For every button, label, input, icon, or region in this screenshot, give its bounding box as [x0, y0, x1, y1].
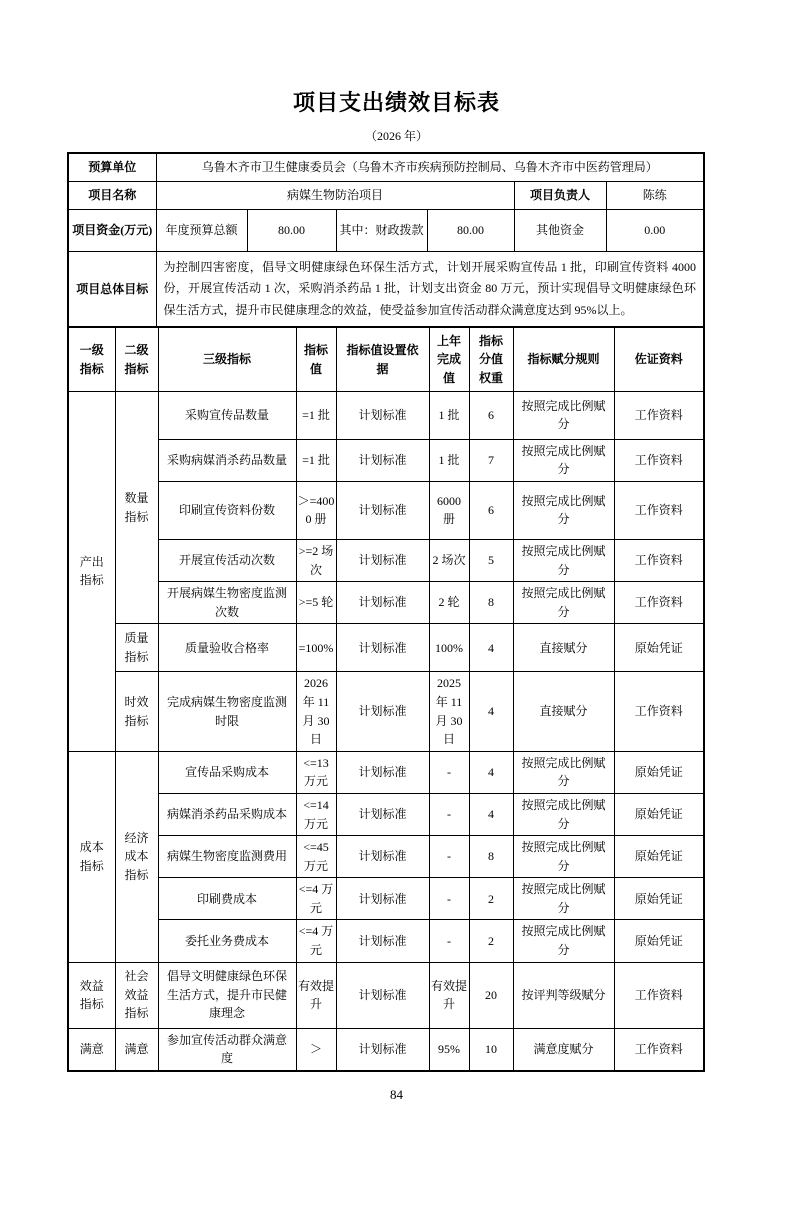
weight-cell: 8 — [469, 836, 513, 878]
weight-cell: 4 — [469, 672, 513, 751]
prev-value-cell: 1 批 — [429, 391, 469, 439]
indicator-name-cell: 采购病媒消杀药品数量 — [158, 439, 296, 481]
basis-cell: 计划标准 — [336, 539, 429, 581]
budget-unit-row — [68, 153, 704, 181]
target-cell: <=45 万元 — [296, 836, 336, 878]
indicator-name-cell: 印刷宣传资料份数 — [158, 481, 296, 539]
project-name-value: 病媒生物防治项目 — [156, 181, 514, 209]
weight-cell: 6 — [469, 391, 513, 439]
basis-cell: 计划标准 — [336, 582, 429, 624]
annual-budget-value: 80.00 — [247, 209, 336, 251]
target-cell: =1 批 — [296, 391, 336, 439]
overall-goal-value: 为控制四害密度，倡导文明健康绿色环保生活方式，计划开展采购宣传品 1 批，印刷宣传资料 4000 份，开展宣传活动 1 次，采购消杀药品 1 批，计划支出资金 80 万元，预计实现倡导文明健康绿色环保生活方式，提升市民健康理念的效益，使受益参加宣传活动群众满意度达到 95%以上。 — [156, 251, 704, 327]
target-cell: <=14 万元 — [296, 793, 336, 835]
table-row — [68, 624, 704, 672]
prev-value-cell: 100% — [429, 624, 469, 672]
indicator-name-cell: 倡导文明健康绿色环保生活方式，提升市民健康理念 — [158, 962, 296, 1028]
weight-cell: 8 — [469, 582, 513, 624]
annual-budget-label: 年度预算总额 — [156, 209, 247, 251]
target-cell: ＞ — [296, 1028, 336, 1071]
table-row — [68, 1028, 704, 1071]
prev-value-cell: 1 批 — [429, 439, 469, 481]
table-row — [68, 439, 704, 481]
rule-cell: 按照完成比例赋分 — [513, 439, 614, 481]
rule-cell: 按照完成比例赋分 — [513, 481, 614, 539]
target-cell: ＞=4000 册 — [296, 481, 336, 539]
table-row — [68, 481, 704, 539]
evidence-cell: 工作资料 — [614, 962, 704, 1028]
project-leader-value: 陈练 — [606, 181, 704, 209]
weight-cell: 4 — [469, 624, 513, 672]
indicator-table — [67, 326, 705, 1072]
l1-cell-satisfaction: 满意 — [68, 1028, 115, 1071]
basis-cell: 计划标准 — [336, 481, 429, 539]
table-row — [68, 582, 704, 624]
evidence-cell: 原始凭证 — [614, 751, 704, 793]
evidence-cell: 工作资料 — [614, 1028, 704, 1071]
table-row — [68, 920, 704, 962]
target-cell: <=13 万元 — [296, 751, 336, 793]
l2-cell-quality: 质量指标 — [115, 624, 158, 672]
header-weight: 指标分值权重 — [469, 327, 513, 391]
evidence-cell: 工作资料 — [614, 481, 704, 539]
target-cell: =1 批 — [296, 439, 336, 481]
l1-cell-benefit: 效益指标 — [68, 962, 115, 1028]
rule-cell: 按照完成比例赋分 — [513, 920, 614, 962]
prev-value-cell: 2 轮 — [429, 582, 469, 624]
header-level2: 二级指标 — [115, 327, 158, 391]
evidence-cell: 工作资料 — [614, 582, 704, 624]
header-target: 指标值 — [296, 327, 336, 391]
target-cell: 2026 年 11 月 30 日 — [296, 672, 336, 751]
rule-cell: 按照完成比例赋分 — [513, 836, 614, 878]
weight-cell: 2 — [469, 878, 513, 920]
table-row — [68, 539, 704, 581]
weight-cell: 5 — [469, 539, 513, 581]
l1-cell-output: 产出指标 — [68, 391, 115, 751]
project-info-table — [67, 152, 705, 328]
l2-cell-timeliness: 时效指标 — [115, 672, 158, 751]
document-page — [0, 86, 793, 1103]
project-name-label: 项目名称 — [68, 181, 156, 209]
l2-cell-social-benefit: 社会效益指标 — [115, 962, 158, 1028]
budget-unit-value: 乌鲁木齐市卫生健康委员会（乌鲁木齐市疾病预防控制局、乌鲁木齐市中医药管理局） — [156, 153, 704, 181]
fiscal-allocation-label: 其中：财政拨款 — [336, 209, 427, 251]
prev-value-cell: - — [429, 920, 469, 962]
basis-cell: 计划标准 — [336, 793, 429, 835]
target-cell: >=5 轮 — [296, 582, 336, 624]
evidence-cell: 原始凭证 — [614, 878, 704, 920]
table-row — [68, 836, 704, 878]
header-evidence: 佐证资料 — [614, 327, 704, 391]
rule-cell: 按照完成比例赋分 — [513, 878, 614, 920]
evidence-cell: 工作资料 — [614, 539, 704, 581]
weight-cell: 10 — [469, 1028, 513, 1071]
target-cell: 有效提升 — [296, 962, 336, 1028]
budget-unit-label: 预算单位 — [68, 153, 156, 181]
table-row — [68, 878, 704, 920]
basis-cell: 计划标准 — [336, 836, 429, 878]
evidence-cell: 工作资料 — [614, 672, 704, 751]
fiscal-allocation-value: 80.00 — [427, 209, 514, 251]
overall-goal-row — [68, 251, 704, 327]
indicator-name-cell: 宣传品采购成本 — [158, 751, 296, 793]
l2-cell-satisfaction: 满意 — [115, 1028, 158, 1071]
indicator-name-cell: 病媒消杀药品采购成本 — [158, 793, 296, 835]
project-name-row — [68, 181, 704, 209]
page-number: 84 — [390, 1086, 403, 1102]
indicator-name-cell: 病媒生物密度监测费用 — [158, 836, 296, 878]
evidence-cell: 原始凭证 — [614, 793, 704, 835]
rule-cell: 按照完成比例赋分 — [513, 793, 614, 835]
basis-cell: 计划标准 — [336, 920, 429, 962]
basis-cell: 计划标准 — [336, 391, 429, 439]
project-leader-label: 项目负责人 — [514, 181, 606, 209]
indicator-header-row — [68, 327, 704, 391]
weight-cell: 2 — [469, 920, 513, 962]
l1-cell-cost: 成本指标 — [68, 751, 115, 962]
basis-cell: 计划标准 — [336, 624, 429, 672]
indicator-name-cell: 委托业务费成本 — [158, 920, 296, 962]
weight-cell: 6 — [469, 481, 513, 539]
indicator-name-cell: 参加宣传活动群众满意度 — [158, 1028, 296, 1071]
header-rule: 指标赋分规则 — [513, 327, 614, 391]
page-title: 项目支出绩效目标表 — [292, 90, 500, 115]
prev-value-cell: - — [429, 751, 469, 793]
evidence-cell: 工作资料 — [614, 391, 704, 439]
prev-value-cell: - — [429, 793, 469, 835]
evidence-cell: 工作资料 — [614, 439, 704, 481]
basis-cell: 计划标准 — [336, 751, 429, 793]
table-row — [68, 751, 704, 793]
table-row — [68, 793, 704, 835]
rule-cell: 按照完成比例赋分 — [513, 391, 614, 439]
indicator-name-cell: 开展宣传活动次数 — [158, 539, 296, 581]
target-cell: <=4 万元 — [296, 878, 336, 920]
weight-cell: 7 — [469, 439, 513, 481]
weight-cell: 20 — [469, 962, 513, 1028]
indicator-name-cell: 质量验收合格率 — [158, 624, 296, 672]
basis-cell: 计划标准 — [336, 962, 429, 1028]
evidence-cell: 原始凭证 — [614, 920, 704, 962]
prev-value-cell: 2 场次 — [429, 539, 469, 581]
other-funds-value: 0.00 — [606, 209, 704, 251]
header-prev-value: 上年完成值 — [429, 327, 469, 391]
rule-cell: 直接赋分 — [513, 672, 614, 751]
rule-cell: 按评判等级赋分 — [513, 962, 614, 1028]
weight-cell: 4 — [469, 751, 513, 793]
target-cell: <=4 万元 — [296, 920, 336, 962]
rule-cell: 按照完成比例赋分 — [513, 539, 614, 581]
prev-value-cell: 95% — [429, 1028, 469, 1071]
prev-value-cell: - — [429, 836, 469, 878]
header-level3: 三级指标 — [158, 327, 296, 391]
header-basis: 指标值设置依据 — [336, 327, 429, 391]
prev-value-cell: 有效提升 — [429, 962, 469, 1028]
overall-goal-label: 项目总体目标 — [68, 251, 156, 327]
table-row — [68, 962, 704, 1028]
table-row — [68, 672, 704, 751]
other-funds-label: 其他资金 — [514, 209, 606, 251]
prev-value-cell: 2025 年 11 月 30 日 — [429, 672, 469, 751]
project-funds-row — [68, 209, 704, 251]
target-cell: >=2 场次 — [296, 539, 336, 581]
prev-value-cell: 6000 册 — [429, 481, 469, 539]
project-funds-label: 项目资金(万元) — [68, 209, 156, 251]
rule-cell: 直接赋分 — [513, 624, 614, 672]
rule-cell: 按照完成比例赋分 — [513, 582, 614, 624]
weight-cell: 4 — [469, 793, 513, 835]
rule-cell: 满意度赋分 — [513, 1028, 614, 1071]
header-level1: 一级指标 — [68, 327, 115, 391]
evidence-cell: 原始凭证 — [614, 624, 704, 672]
basis-cell: 计划标准 — [336, 1028, 429, 1071]
prev-value-cell: - — [429, 878, 469, 920]
l2-cell-quantity: 数量指标 — [115, 391, 158, 624]
page-subtitle: （2026 年） — [364, 129, 428, 143]
indicator-name-cell: 完成病媒生物密度监测时限 — [158, 672, 296, 751]
indicator-name-cell: 采购宣传品数量 — [158, 391, 296, 439]
evidence-cell: 原始凭证 — [614, 836, 704, 878]
rule-cell: 按照完成比例赋分 — [513, 751, 614, 793]
table-row — [68, 391, 704, 439]
basis-cell: 计划标准 — [336, 878, 429, 920]
l2-cell-economic-cost: 经济成本指标 — [115, 751, 158, 962]
indicator-name-cell: 开展病媒生物密度监测次数 — [158, 582, 296, 624]
basis-cell: 计划标准 — [336, 672, 429, 751]
indicator-name-cell: 印刷费成本 — [158, 878, 296, 920]
target-cell: =100% — [296, 624, 336, 672]
basis-cell: 计划标准 — [336, 439, 429, 481]
